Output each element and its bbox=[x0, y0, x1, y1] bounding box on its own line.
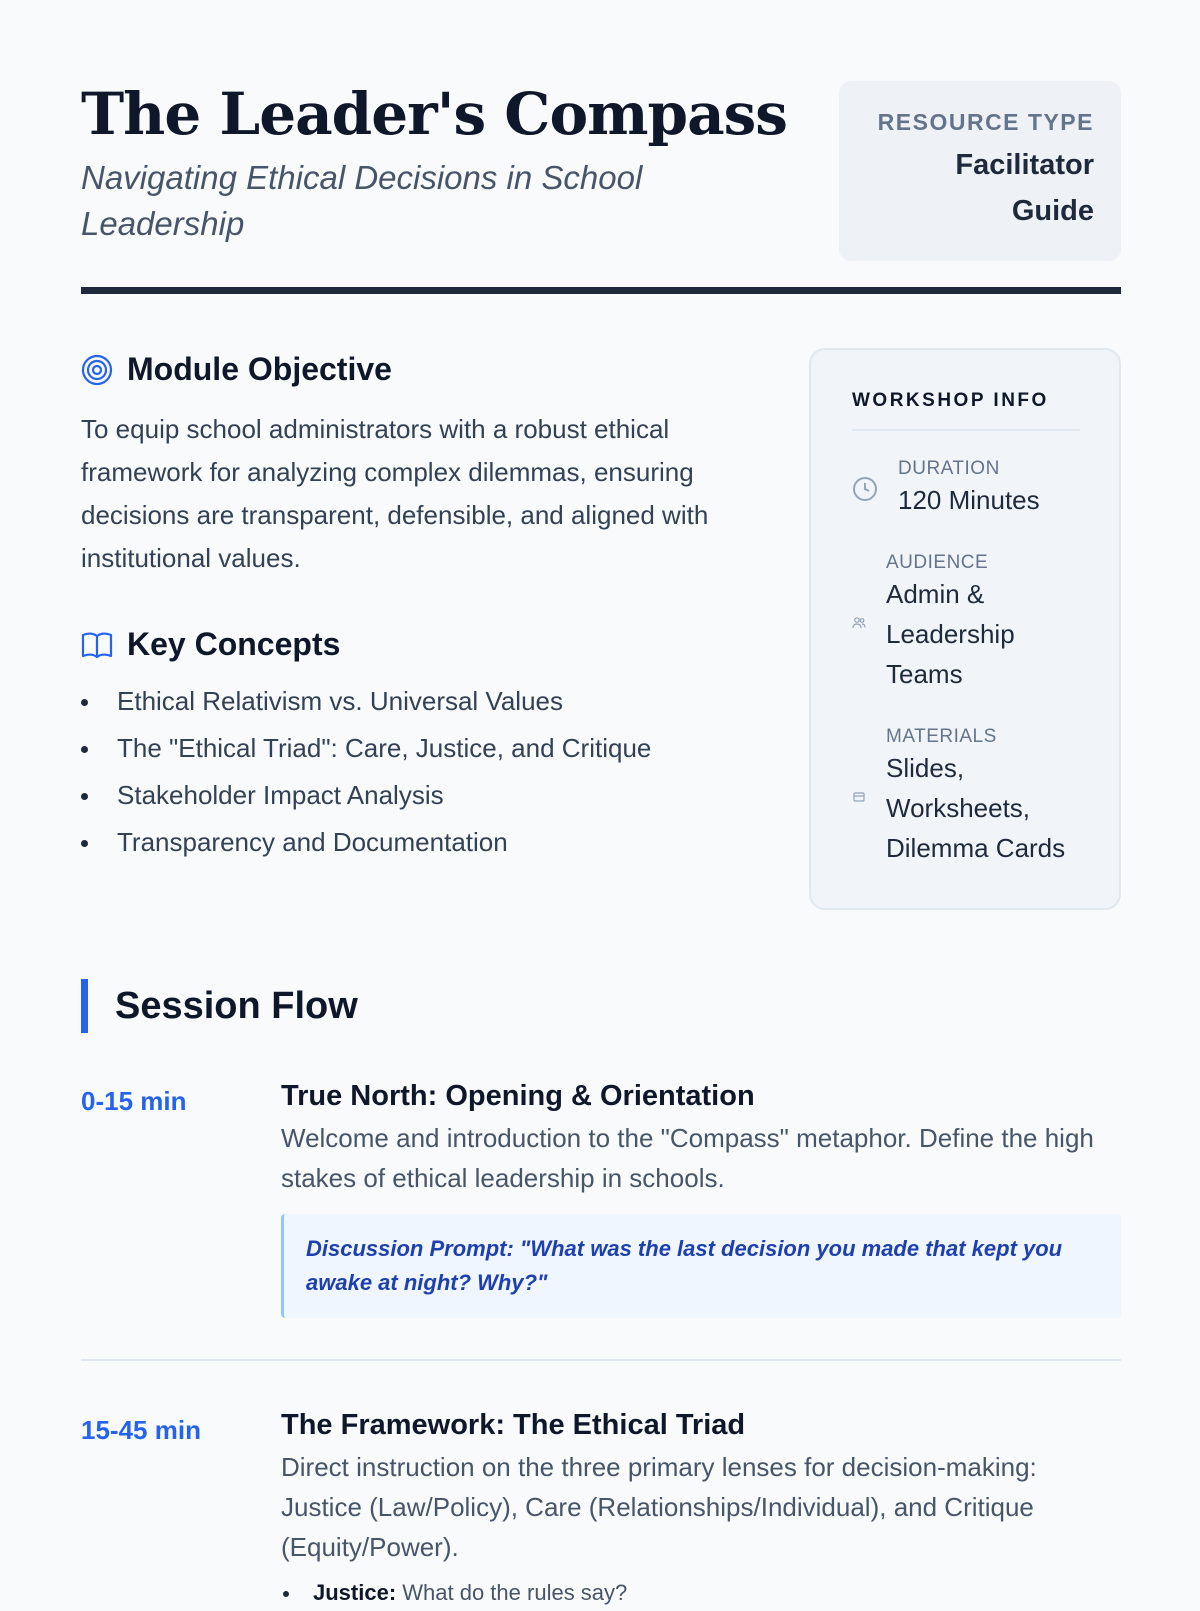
header bbox=[81, 0, 1121, 296]
triad-lens-list bbox=[281, 1575, 1121, 1611]
list-item bbox=[281, 1575, 1121, 1611]
lens-term: Justice: bbox=[313, 1580, 397, 1605]
accent-bar bbox=[81, 979, 88, 1033]
step-title: The Framework: The Ethical Triad bbox=[281, 1409, 746, 1441]
box-icon bbox=[852, 790, 866, 804]
lens-question: What do the rules say? bbox=[396, 1580, 628, 1605]
audience-value: Admin & Leadership Teams bbox=[886, 579, 1015, 689]
workshop-info-card bbox=[809, 348, 1121, 910]
header-divider bbox=[81, 287, 1121, 294]
workshop-info-title: WORKSHOP INFO bbox=[852, 390, 1049, 411]
duration-label: DURATION bbox=[898, 458, 1000, 479]
step-body bbox=[281, 1076, 1121, 1318]
resource-type-box bbox=[839, 81, 1121, 261]
clock-icon bbox=[852, 476, 878, 502]
resource-type-label: RESOURCE TYPE bbox=[877, 109, 1094, 135]
key-concepts-title: Key Concepts bbox=[127, 626, 341, 662]
list-item: Ethical Relativism vs. Universal Values bbox=[81, 678, 651, 725]
step-time: 0-15 min bbox=[81, 1086, 187, 1116]
module-objective-title: Module Objective bbox=[127, 351, 392, 387]
discussion-prompt: Discussion Prompt: "What was the last decision you made that kept you awake at night? Why?" bbox=[281, 1214, 1121, 1318]
page-subtitle: Navigating Ethical Decisions in School Leadership bbox=[81, 159, 643, 242]
key-concepts-list bbox=[81, 678, 651, 866]
session-flow-title: Session Flow bbox=[115, 984, 358, 1027]
list-item: Transparency and Documentation bbox=[81, 819, 651, 866]
facilitator-guide-page bbox=[81, 0, 1121, 1605]
materials-label: MATERIALS bbox=[886, 726, 997, 747]
step-title: True North: Opening & Orientation bbox=[281, 1080, 755, 1112]
session-flow-heading bbox=[81, 979, 358, 1033]
workshop-info-divider bbox=[852, 429, 1080, 431]
page-title: The Leader's Compass bbox=[81, 80, 787, 148]
audience-label: AUDIENCE bbox=[886, 552, 989, 573]
open-book-icon bbox=[81, 629, 113, 661]
users-icon bbox=[852, 616, 866, 630]
step-description: Welcome and introduction to the "Compass" metaphor. Define the high stakes of ethical leadership in schools. bbox=[281, 1123, 1094, 1193]
duration-value: 120 Minutes bbox=[898, 485, 1040, 515]
step-divider bbox=[81, 1359, 1121, 1361]
step-body bbox=[281, 1405, 1121, 1611]
materials-value: Slides, Worksheets, Dilemma Cards bbox=[886, 753, 1066, 863]
duration-item bbox=[852, 458, 1040, 520]
target-icon bbox=[81, 354, 113, 386]
step-time: 15-45 min bbox=[81, 1415, 201, 1445]
audience-item bbox=[852, 552, 1046, 694]
key-concepts-heading bbox=[81, 626, 340, 663]
step-description: Direct instruction on the three primary lenses for decision-making: Justice (Law/Policy), Care (Relationships/Individual), and Critique (Equity/Power). bbox=[281, 1452, 1037, 1562]
module-objective-heading bbox=[81, 351, 392, 388]
list-item: Stakeholder Impact Analysis bbox=[81, 772, 651, 819]
materials-item bbox=[852, 726, 1086, 868]
module-objective-text: To equip school administrators with a robust ethical framework for analyzing complex dilemmas, ensuring decisions are transparent, defensible, and aligned with institutional values. bbox=[81, 414, 709, 573]
list-item: The "Ethical Triad": Care, Justice, and Critique bbox=[81, 725, 651, 772]
resource-type-value: Facilitator Guide bbox=[955, 149, 1094, 227]
